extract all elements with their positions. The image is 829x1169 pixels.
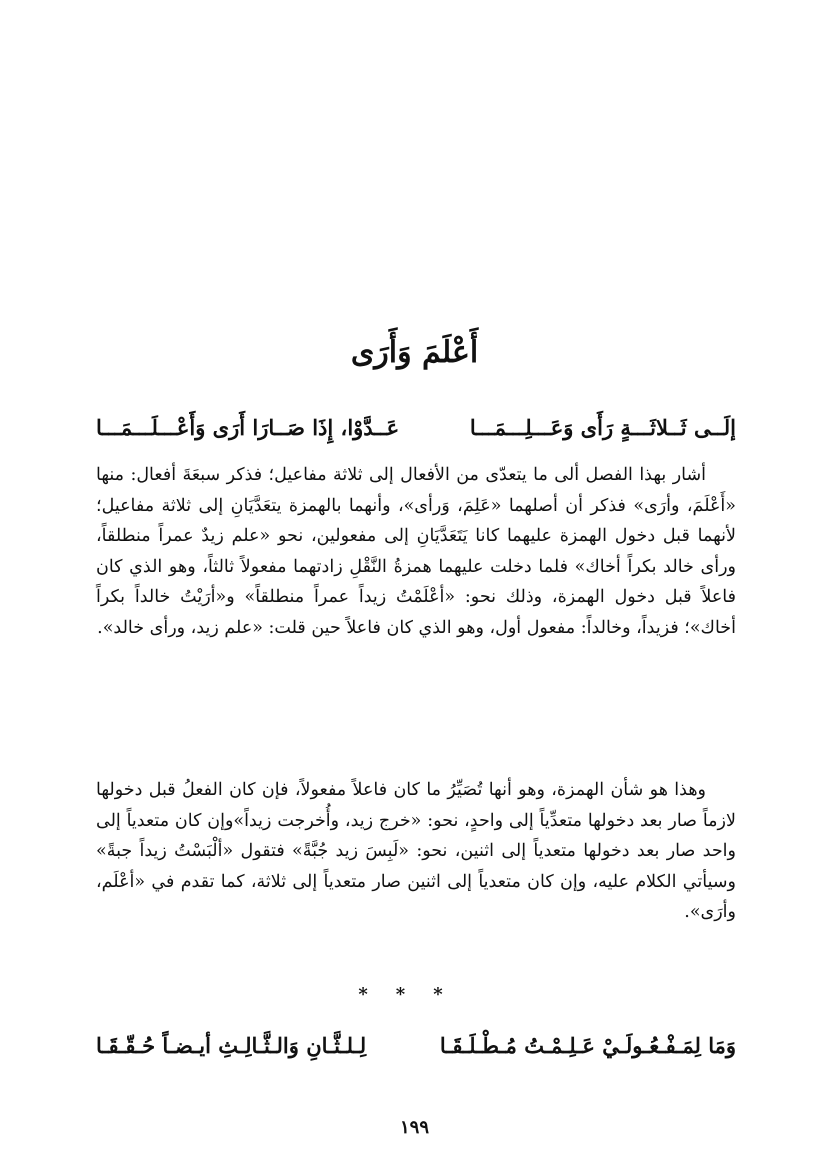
- verse-first-hemistich: وَمَا لِمَـفْـعُـولَـيْ عَـلِـمْـتُ مُـطْـلَـقَـا: [439, 1033, 736, 1058]
- verse-second-hemistich: عَــدَّوْا، إِذَا صَــارَا أَرَى وَأَعْـــلَـــمَـــا: [96, 415, 400, 440]
- chapter-title: أَعْلَمَ وَأَرَى: [350, 335, 479, 371]
- verse-line: [96, 1024, 736, 1068]
- page-number: ١٩٩: [399, 1117, 429, 1138]
- section-separator: ***: [358, 984, 471, 1005]
- verse-second-hemistich: لِـلـثَّـانِ وَالـثَّـالِـثِ أيـضـاً حُـقّـقَـا: [96, 1033, 367, 1058]
- commentary-paragraph: أشار بهذا الفصل ألى ما يتعدّى من الأفعال إلى ثلاثة مفاعيل؛ فذكر سبعَةَ أفعال: منها «أَعْلَمَ، وأرَى» فذكر أن أصلهما «عَلِمَ، وَرأى»، وأنهما بالهمزة يتعَدَّيَانِ إلى ثلاثة مفاعيل؛ لأنهما قبل دخول الهمزة عليهما كانا يَتَعَدَّيَانِ إلى مفعولين، نحو «علم زيدٌ عمراً منطلقاً، ورأى خالد بكراً أخاك» فلما دخلت عليهما همزةُ النَّقْلِ زادتهما مفعولاً ثالثاً، وهو الذي كان فاعلاً قبل دخول الهمزة، وذلك نحو: «أعْلَمْتُ زيداً عمراً منطلقاً» و«أرَيْتُ خالداً بكراً أخاك»؛ فزيداً، وخالداً: مفعول أول، وهو الذي كان فاعلاً حين قلت: «علم زيد، ورأى خالد».: [96, 465, 736, 638]
- commentary-paragraph: وهذا هو شأن الهمزة، وهو أنها تُصَيِّرُ ما كان فاعلاً مفعولاً، فإن كان الفعلُ قبل دخولها لازماً صار بعد دخولها متعدِّياً إلى واحدٍ، نحو: «خرج زيد، وأُخرجت زيداً»وإن كان متعدياً إلى واحد صار بعد دخولها متعدياً إلى اثنين، نحو: «لَبِسَ زيد جُبَّةً» فتقول «ألْبَسْتُ زيداً جبةً» وسيأتي الكلام عليه، وإن كان متعدياً إلى اثنين صار متعدياً إلى ثلاثة، كما تقدم في «أعْلَم، وأرَى».: [96, 780, 736, 922]
- verse-line: [96, 406, 736, 450]
- verse-first-hemistich: إلَــى ثَــلاثَـــةٍ رَأَى وَعَـــلِـــمَـــا: [469, 415, 736, 440]
